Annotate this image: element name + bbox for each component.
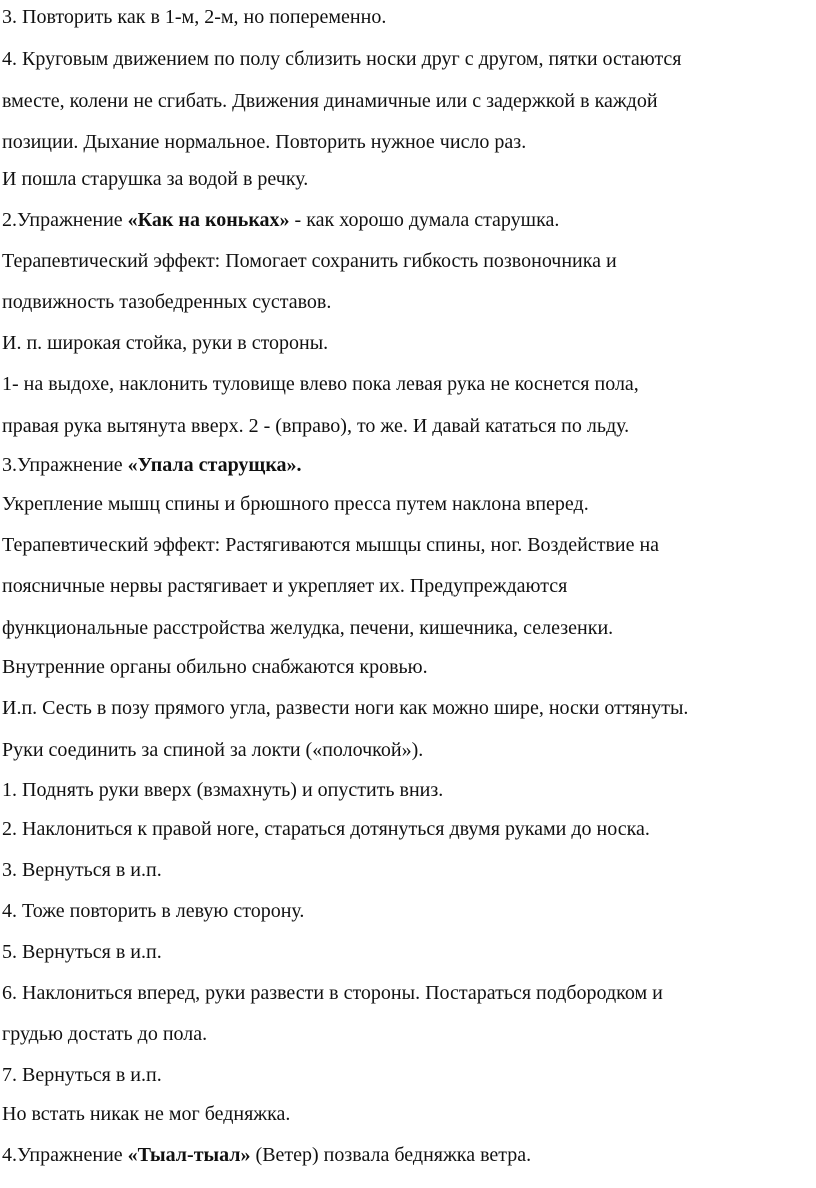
text-line: 5. Вернуться в и.п.	[2, 941, 162, 963]
exercise-title: «Как на коньках»	[127, 209, 290, 231]
text-line: правая рука вытянута вверх. 2 - (вправо), то же. И давай кататься по льду.	[2, 415, 630, 437]
text-line: И. п. широкая стойка, руки в стороны.	[2, 332, 329, 354]
text-line: функциональные расстройства желудка, печени, кишечника, селезенки.	[2, 617, 614, 639]
exercise-heading: 3.Упражнение «Упала старущка».	[2, 454, 302, 476]
exercise-heading: 4.Упражнение «Тыал-тыал» (Ветер) позвала бедняжка ветра.	[2, 1144, 532, 1166]
text-line: 7. Вернуться в и.п.	[2, 1064, 162, 1086]
text-line: 1- на выдохе, наклонить туловище влево пока левая рука не коснется пола,	[2, 373, 639, 395]
text-line: вместе, колени не сгибать. Движения динамичные или с задержкой в каждой	[2, 90, 658, 112]
text-line: 1. Поднять руки вверх (взмахнуть) и опустить вниз.	[2, 779, 444, 801]
exercise-title: «Упала старущка».	[127, 454, 302, 476]
exercise-title: «Тыал-тыал»	[127, 1144, 251, 1166]
exercise-heading: 2.Упражнение «Как на коньках» - как хорошо думала старушка.	[2, 209, 560, 231]
text-line: 3. Повторить как в 1-м, 2-м, но попеременно.	[2, 6, 387, 28]
text-line: 6. Наклониться вперед, руки развести в стороны. Постараться подбородком и	[2, 982, 663, 1004]
text-line: 4. Тоже повторить в левую сторону.	[2, 900, 305, 922]
text-line: Руки соединить за спиной за локти («полочкой»).	[2, 739, 424, 761]
text-line: И пошла старушка за водой в речку.	[2, 168, 309, 190]
text-line: Но встать никак не мог бедняжка.	[2, 1103, 291, 1125]
text-line: Укрепление мышц спины и брюшного пресса путем наклона вперед.	[2, 493, 589, 515]
text-line: И.п. Сесть в позу прямого угла, развести ноги как можно шире, носки оттянуты.	[2, 697, 689, 719]
text-line: Внутренние органы обильно снабжаются кровью.	[2, 656, 428, 678]
text-line: позиции. Дыхание нормальное. Повторить нужное число раз.	[2, 131, 527, 153]
text-line: Терапевтический эффект: Помогает сохранить гибкость позвоночника и	[2, 250, 617, 272]
text-line: Терапевтический эффект: Растягиваются мышцы спины, ног. Воздействие на	[2, 534, 660, 556]
text-line: поясничные нервы растягивает и укрепляет их. Предупреждаются	[2, 575, 568, 597]
text-line: 2. Наклониться к правой ноге, стараться дотянуться двумя руками до носка.	[2, 818, 650, 840]
text-line: 4. Круговым движением по полу сблизить носки друг с другом, пятки остаются	[2, 48, 682, 70]
text-line: 3. Вернуться в и.п.	[2, 859, 162, 881]
text-line: грудью достать до пола.	[2, 1023, 208, 1045]
text-line: подвижность тазобедренных суставов.	[2, 291, 332, 313]
